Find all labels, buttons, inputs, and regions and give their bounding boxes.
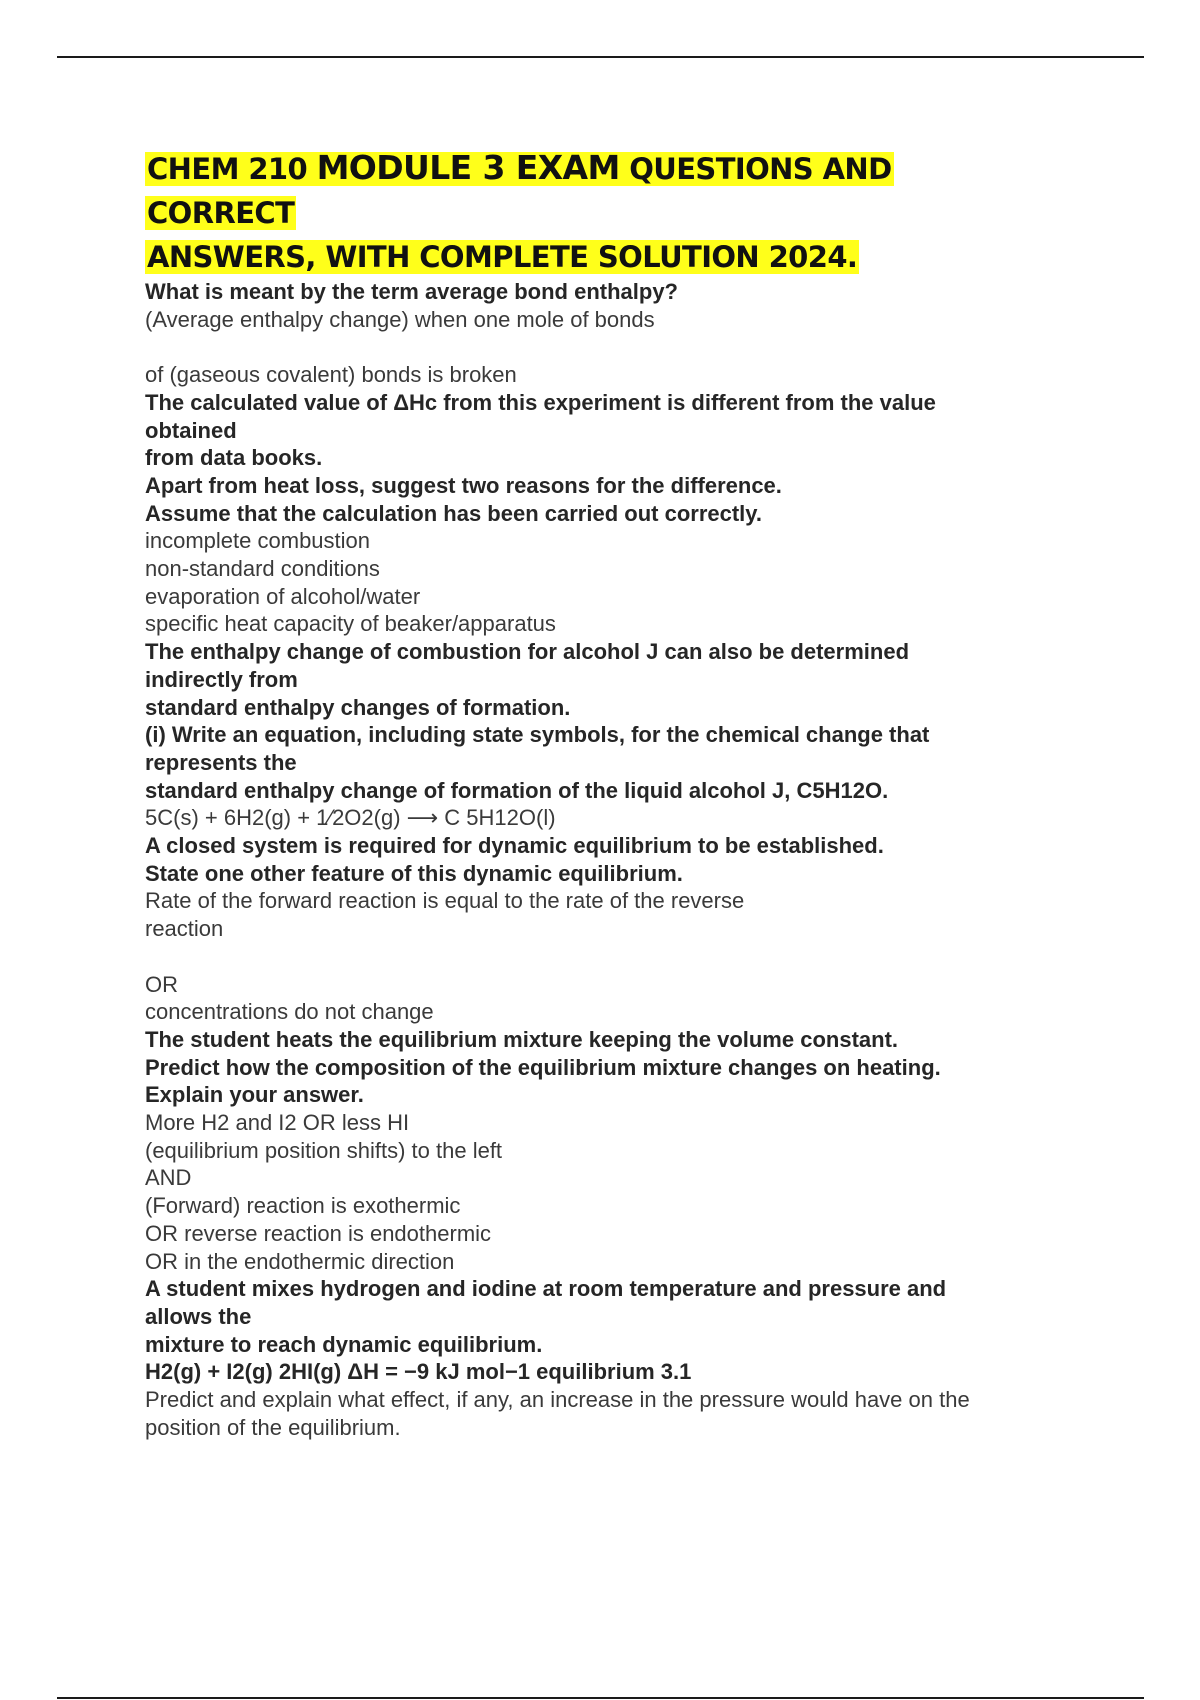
answer-line: position of the equilibrium. bbox=[145, 1414, 401, 1440]
question-line: Explain your answer. bbox=[145, 1082, 364, 1108]
question-line: standard enthalpy changes of formation. bbox=[145, 694, 571, 720]
question-line: H2(g) + I2(g) 2HI(g) ΔH = −9 kJ mol−1 equilibrium 3.1 bbox=[145, 1359, 692, 1385]
question-line: from data books. bbox=[145, 445, 323, 471]
blank-line bbox=[145, 333, 1065, 361]
title-module: MODULE 3 EXAM bbox=[316, 148, 620, 187]
answer-line: concentrations do not change bbox=[145, 999, 434, 1025]
answer-line: reaction bbox=[145, 916, 224, 942]
question-line: indirectly from bbox=[145, 666, 298, 692]
answer-line: Rate of the forward reaction is equal to the rate of the reverse bbox=[145, 888, 745, 914]
question-line: What is meant by the term average bond enthalpy? bbox=[145, 279, 678, 304]
answer-line: evaporation of alcohol/water bbox=[145, 583, 421, 609]
answer-line: of (gaseous covalent) bonds is broken bbox=[145, 362, 517, 388]
answer-line: non-standard conditions bbox=[145, 556, 380, 582]
question-line: mixture to reach dynamic equilibrium. bbox=[145, 1331, 543, 1357]
question-line: The student heats the equilibrium mixture keeping the volume constant. bbox=[145, 1026, 899, 1052]
answer-line: OR reverse reaction is endothermic bbox=[145, 1220, 492, 1246]
question-line: A student mixes hydrogen and iodine at room temperature and pressure and bbox=[145, 1276, 947, 1302]
answer-line: More H2 and I2 OR less HI bbox=[145, 1110, 410, 1136]
answer-line: specific heat capacity of beaker/apparatus bbox=[145, 611, 556, 637]
question-line: allows the bbox=[145, 1303, 252, 1329]
question-line: represents the bbox=[145, 749, 297, 775]
page-title bbox=[145, 146, 1045, 279]
blank-line bbox=[145, 943, 1065, 971]
question-line: Apart from heat loss, suggest two reasons for the difference. bbox=[145, 472, 782, 498]
question-line: Assume that the calculation has been carried out correctly. bbox=[145, 500, 762, 526]
answer-line: OR in the endothermic direction bbox=[145, 1248, 455, 1274]
title-course: CHEM 210 bbox=[147, 152, 317, 186]
title-line-2: ANSWERS, WITH COMPLETE SOLUTION 2024. bbox=[147, 240, 858, 274]
question-line: standard enthalpy change of formation of the liquid alcohol J, C5H12O. bbox=[145, 777, 889, 803]
answer-line: OR bbox=[145, 971, 178, 997]
question-line: State one other feature of this dynamic equilibrium. bbox=[145, 860, 683, 886]
question-line: Predict how the composition of the equilibrium mixture changes on heating. bbox=[145, 1054, 941, 1080]
question-line: obtained bbox=[145, 417, 237, 443]
title-rest: QUESTIONS AND CORRECT bbox=[147, 152, 892, 230]
title-highlight bbox=[145, 148, 894, 230]
top-rule bbox=[57, 56, 1144, 58]
question-line: The calculated value of ΔHc from this experiment is different from the value bbox=[145, 389, 936, 415]
answer-line: Predict and explain what effect, if any, an increase in the pressure would have on the bbox=[145, 1387, 970, 1413]
answer-line: 5C(s) + 6H2(g) + 1⁄2O2(g) ⟶ C 5H12O(l) bbox=[145, 805, 556, 831]
answer-line: AND bbox=[145, 1165, 192, 1191]
document-body bbox=[145, 278, 1065, 1442]
answer-line: (equilibrium position shifts) to the left bbox=[145, 1137, 503, 1163]
answer-line: incomplete combustion bbox=[145, 528, 371, 554]
question-line: A closed system is required for dynamic equilibrium to be established. bbox=[145, 833, 884, 859]
question-line: (i) Write an equation, including state symbols, for the chemical change that bbox=[145, 722, 930, 748]
bottom-rule bbox=[57, 1697, 1144, 1699]
answer-line: (Forward) reaction is exothermic bbox=[145, 1193, 461, 1219]
question-line: The enthalpy change of combustion for alcohol J can also be determined bbox=[145, 639, 910, 665]
answer-line: (Average enthalpy change) when one mole of bonds bbox=[145, 306, 655, 332]
